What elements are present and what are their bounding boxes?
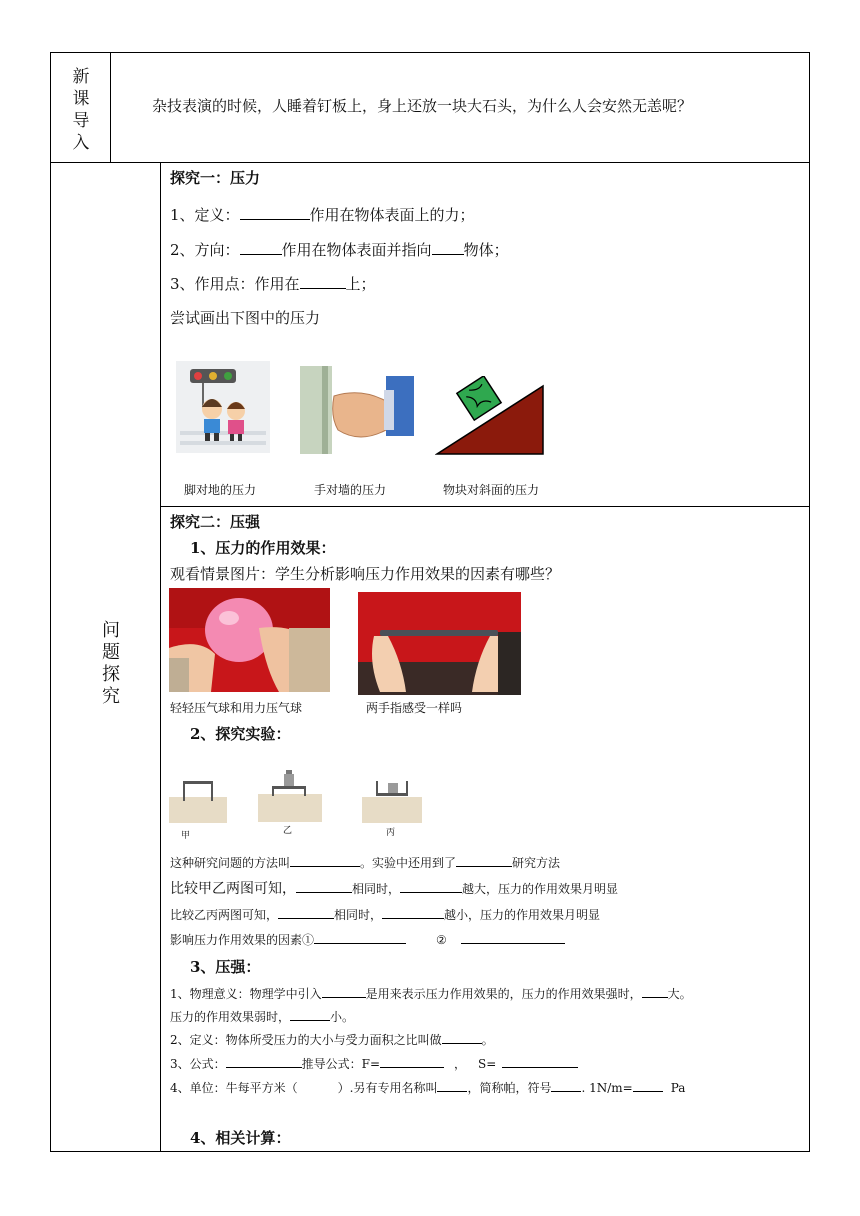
label-bing: 丙 bbox=[386, 828, 396, 838]
weak-effect-line: 压力的作用效果弱时， 小。 bbox=[170, 1006, 354, 1025]
caption-fingers: 两手指感受一样吗 bbox=[366, 701, 463, 715]
section2-title: 探究二：压强 bbox=[170, 513, 261, 531]
pencil-fingers-photo bbox=[358, 592, 521, 695]
blank[interactable] bbox=[432, 240, 464, 255]
experiment-bing-diagram bbox=[362, 777, 422, 823]
blank[interactable] bbox=[300, 274, 346, 289]
kids-crossing-street-image bbox=[176, 361, 270, 453]
caption-block-on-slope: 物块对斜面的压力 bbox=[443, 483, 540, 497]
blank[interactable] bbox=[240, 240, 282, 255]
direction-line: 2、方向： 作用在物体表面并指向 物体； bbox=[170, 241, 509, 259]
blank[interactable] bbox=[502, 1053, 578, 1068]
formula-line: 3、公式： 推导公式：F= ， S= bbox=[170, 1053, 578, 1072]
blank[interactable] bbox=[290, 852, 360, 867]
block-on-slope-image bbox=[435, 376, 545, 456]
blank[interactable] bbox=[240, 205, 310, 220]
caption-foot-on-ground: 脚对地的压力 bbox=[184, 483, 257, 497]
blank[interactable] bbox=[322, 983, 366, 998]
compare-jia-yi-line: 比较甲乙两图可知， 相同时， 越大，压力的作用效果月明显 bbox=[170, 878, 618, 898]
blank[interactable] bbox=[290, 1006, 330, 1021]
balloon-press-photo bbox=[169, 588, 330, 692]
observe-instruction: 观看情景图片：学生分析影响压力作用效果的因素有哪些？ bbox=[170, 565, 561, 583]
blank[interactable] bbox=[461, 929, 565, 944]
blank[interactable] bbox=[551, 1077, 581, 1092]
caption-balloon: 轻轻压气球和用力压气球 bbox=[170, 701, 303, 715]
blank[interactable] bbox=[437, 1077, 467, 1092]
intro-question: 杂技表演的时候，人睡着钉板上，身上还放一块大石头，为什么人会安然无恙呢？ bbox=[152, 97, 693, 115]
label-jia: 甲 bbox=[181, 831, 191, 841]
definition-line: 1、定义： 作用在物体表面上的力； bbox=[170, 206, 475, 224]
explore-column-divider bbox=[160, 162, 161, 1152]
method-line: 这种研究问题的方法叫 。实验中还用到了 研究方法 bbox=[170, 852, 560, 871]
explore-side-label: 问 题 探 究 bbox=[102, 620, 120, 707]
experiment-yi-diagram bbox=[258, 768, 322, 822]
compare-yi-bing-line: 比较乙丙两图可知， 相同时， 越小，压力的作用效果月明显 bbox=[170, 904, 600, 923]
blank[interactable] bbox=[314, 929, 406, 944]
label-yi: 乙 bbox=[283, 826, 293, 836]
application-point-line: 3、作用点：作用在 上； bbox=[170, 275, 376, 293]
row-divider bbox=[50, 162, 810, 163]
experiment-heading: 2、探究实验： bbox=[190, 725, 291, 743]
hand-on-wall-image bbox=[300, 366, 414, 454]
blank[interactable] bbox=[456, 852, 512, 867]
section1-title: 探究一：压力 bbox=[170, 169, 261, 187]
experiment-jia-diagram bbox=[169, 775, 227, 823]
intro-side-label: 新 课 导 入 bbox=[72, 67, 90, 153]
blank[interactable] bbox=[226, 1053, 302, 1068]
section-divider bbox=[160, 506, 810, 507]
factors-line: 影响压力作用效果的因素① ② bbox=[170, 929, 565, 948]
blank[interactable] bbox=[442, 1029, 482, 1044]
intro-column-divider bbox=[110, 52, 111, 163]
blank[interactable] bbox=[278, 904, 334, 919]
pressure-effect-heading: 1、压力的作用效果： bbox=[190, 539, 336, 557]
definition-pressure-line: 2、定义：物体所受压力的大小与受力面积之比叫做 。 bbox=[170, 1029, 494, 1048]
try-drawing-instruction: 尝试画出下图中的压力 bbox=[170, 309, 321, 327]
blank[interactable] bbox=[296, 878, 352, 893]
caption-hand-on-wall: 手对墙的压力 bbox=[314, 483, 387, 497]
blank[interactable] bbox=[380, 1053, 444, 1068]
blank[interactable] bbox=[382, 904, 444, 919]
calculation-heading: 4、相关计算： bbox=[190, 1129, 291, 1147]
blank[interactable] bbox=[400, 878, 462, 893]
pressure-heading: 3、压强： bbox=[190, 958, 261, 976]
blank[interactable] bbox=[633, 1077, 663, 1092]
unit-line: 4、单位：牛每平方米（ ）.另有专用名称叫 ，简称帕，符号 . 1N/m= Pa bbox=[170, 1077, 685, 1096]
physical-meaning-line: 1、物理意义：物理学中引入 是用来表示压力作用效果的，压力的作用效果强时， 大。 bbox=[170, 983, 692, 1002]
blank[interactable] bbox=[642, 983, 668, 998]
